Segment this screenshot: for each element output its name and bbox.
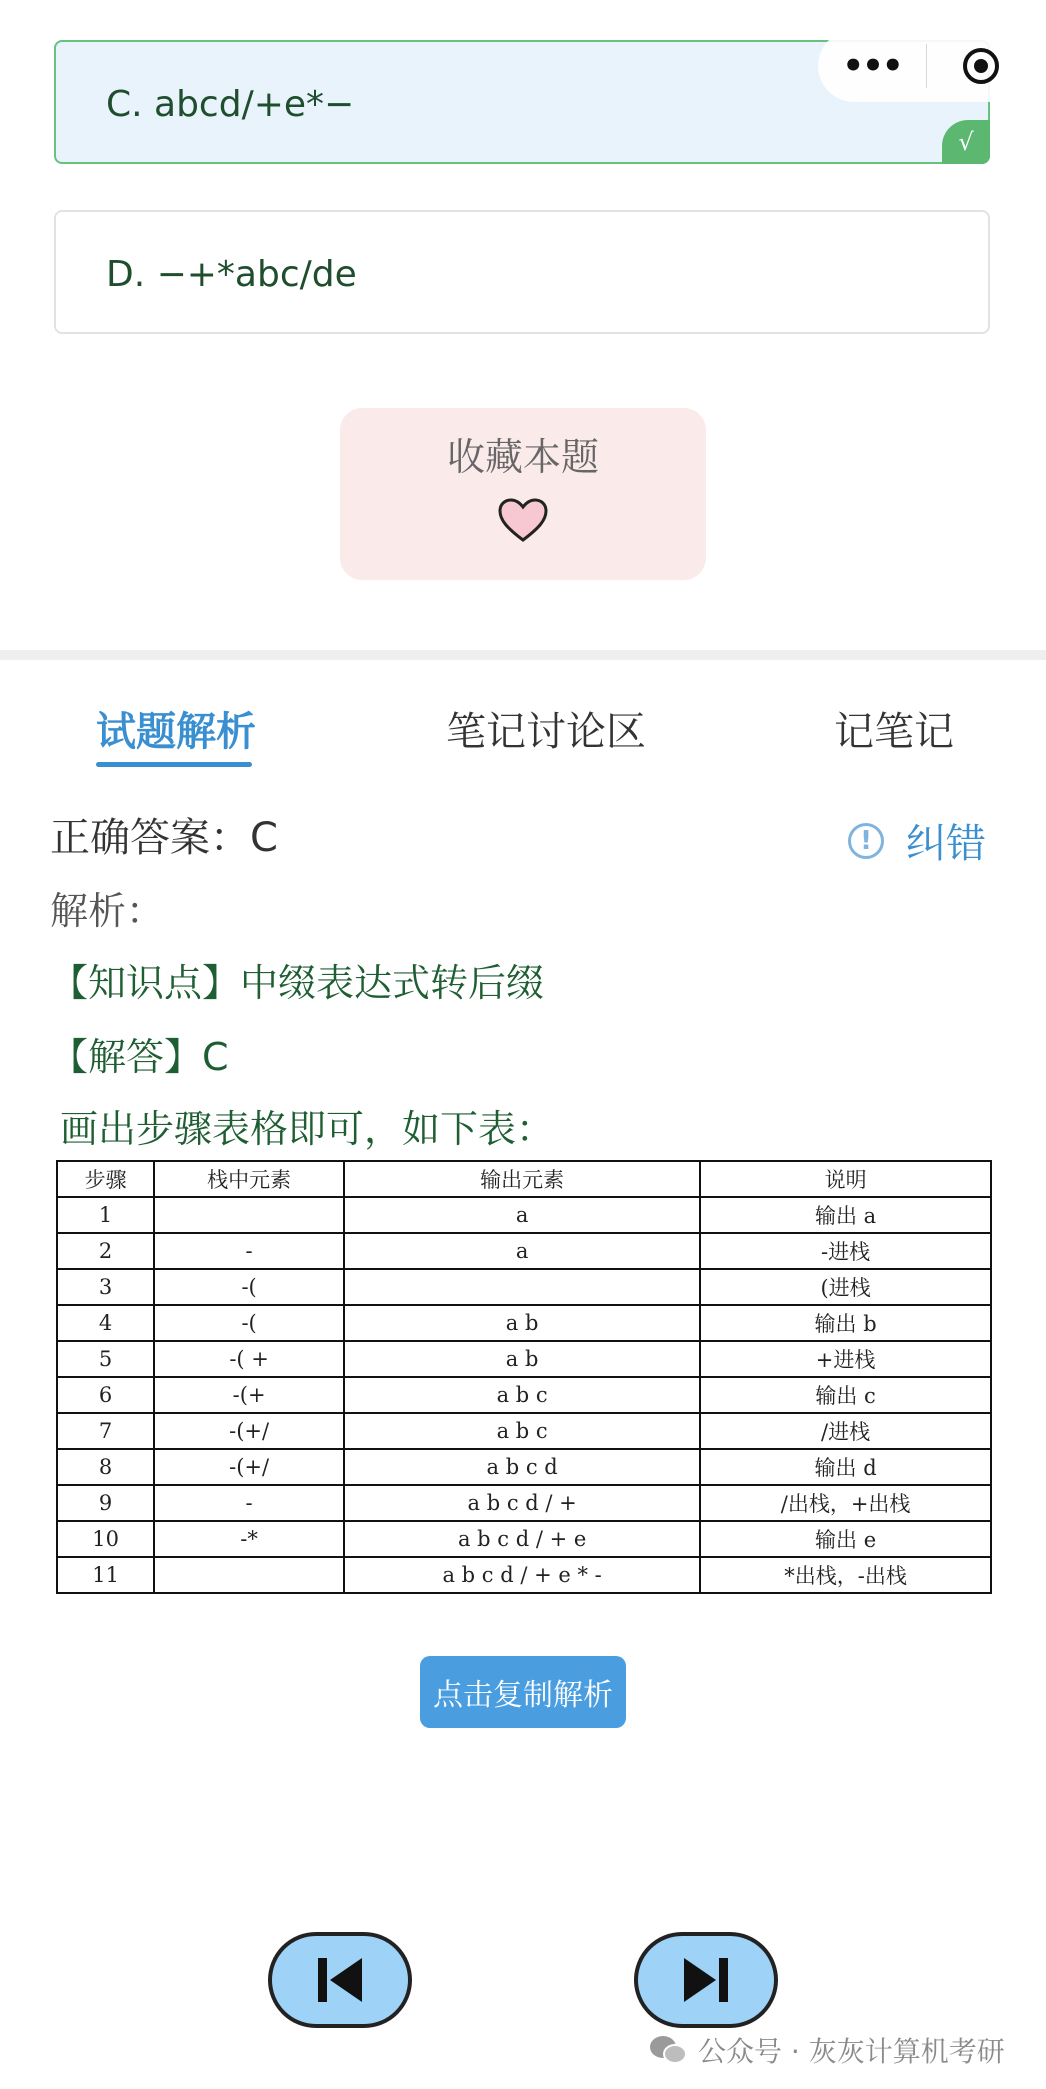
cell-output: a b c d / + e * - [344,1557,700,1593]
analysis-intro: 画出步骤表格即可，如下表： [60,1107,555,1151]
cell-note: /出栈，+出栈 [700,1485,991,1521]
cell-output: a b c d / + [344,1485,700,1521]
steps-table [56,1160,992,1594]
table-row [57,1521,991,1557]
cell-stack: -( + [154,1341,344,1377]
col-header-note: 说明 [700,1161,991,1197]
cell-step: 4 [57,1305,154,1341]
cell-step: 6 [57,1377,154,1413]
col-header-step: 步骤 [57,1161,154,1197]
cell-note: 输出 e [700,1521,991,1557]
tab-active-indicator [96,762,252,767]
copy-analysis-button[interactable]: 点击复制解析 [420,1656,626,1728]
table-row [57,1269,991,1305]
tab-notes-discussion[interactable]: 笔记讨论区 [446,709,646,755]
option-d[interactable] [54,210,990,334]
table-row [57,1449,991,1485]
cell-note: -进栈 [700,1233,991,1269]
cell-stack: -* [154,1521,344,1557]
info-icon: ! [848,823,884,859]
more-icon[interactable]: ••• [842,46,902,86]
cell-stack: -( [154,1269,344,1305]
cell-output: a b c d / + e [344,1521,700,1557]
cell-stack: - [154,1233,344,1269]
watermark [648,2030,1005,2070]
table-row [57,1557,991,1593]
correct-answer: 正确答案：C [50,815,278,861]
cell-step: 10 [57,1521,154,1557]
cell-note: 输出 c [700,1377,991,1413]
cell-stack [154,1197,344,1233]
cell-output: a b c [344,1413,700,1449]
cell-stack: -(+/ [154,1413,344,1449]
heart-icon [497,497,549,547]
next-icon [678,1954,734,2006]
cell-output [344,1269,700,1305]
favorite-label: 收藏本题 [446,435,599,479]
cell-note: *出栈，-出栈 [700,1557,991,1593]
tab-take-notes[interactable]: 记笔记 [834,709,954,755]
cell-note: 输出 d [700,1449,991,1485]
wechat-icon [648,2033,688,2067]
prev-question-button[interactable] [268,1932,412,2028]
cell-stack: -(+ [154,1377,344,1413]
col-header-output: 输出元素 [344,1161,700,1197]
cell-note: 输出 a [700,1197,991,1233]
correct-check-icon: √ [942,120,990,164]
cell-step: 8 [57,1449,154,1485]
miniprogram-capsule [818,30,1036,102]
cell-note: /进栈 [700,1413,991,1449]
section-divider [0,650,1046,660]
cell-step: 2 [57,1233,154,1269]
option-c-text: C. abcd/+e*− [106,83,355,125]
option-d-text: D. −+*abc/de [106,253,357,295]
cell-stack: - [154,1485,344,1521]
table-row [57,1341,991,1377]
col-header-stack: 栈中元素 [154,1161,344,1197]
cell-stack [154,1557,344,1593]
table-row [57,1197,991,1233]
cell-output: a b [344,1341,700,1377]
report-error-button[interactable] [848,812,986,869]
cell-step: 11 [57,1557,154,1593]
tab-analysis[interactable]: 试题解析 [96,709,256,755]
knowledge-point: 【知识点】中缀表达式转后缀 [50,961,545,1005]
table-row [57,1485,991,1521]
watermark-text: 公众号 · 灰灰计算机考研 [698,2035,1005,2068]
favorite-button[interactable] [340,408,706,580]
cell-note: 输出 b [700,1305,991,1341]
solution-line: 【解答】C [50,1035,229,1079]
cell-output: a [344,1197,700,1233]
table-row [57,1377,991,1413]
cell-note: (进栈 [700,1269,991,1305]
cell-note: +进栈 [700,1341,991,1377]
cell-step: 5 [57,1341,154,1377]
table-row [57,1413,991,1449]
cell-output: a b c d [344,1449,700,1485]
table-row [57,1305,991,1341]
cell-output: a [344,1233,700,1269]
table-header-row [57,1161,991,1197]
cell-step: 9 [57,1485,154,1521]
report-error-label: 纠错 [906,821,986,867]
analysis-heading: 解析： [50,889,165,933]
cell-output: a b c [344,1377,700,1413]
cell-step: 7 [57,1413,154,1449]
prev-icon [312,1954,368,2006]
cell-step: 3 [57,1269,154,1305]
table-row [57,1233,991,1269]
cell-stack: -( [154,1305,344,1341]
cell-stack: -(+/ [154,1449,344,1485]
cell-output: a b [344,1305,700,1341]
next-question-button[interactable] [634,1932,778,2028]
cell-step: 1 [57,1197,154,1233]
target-icon[interactable] [927,46,1035,86]
